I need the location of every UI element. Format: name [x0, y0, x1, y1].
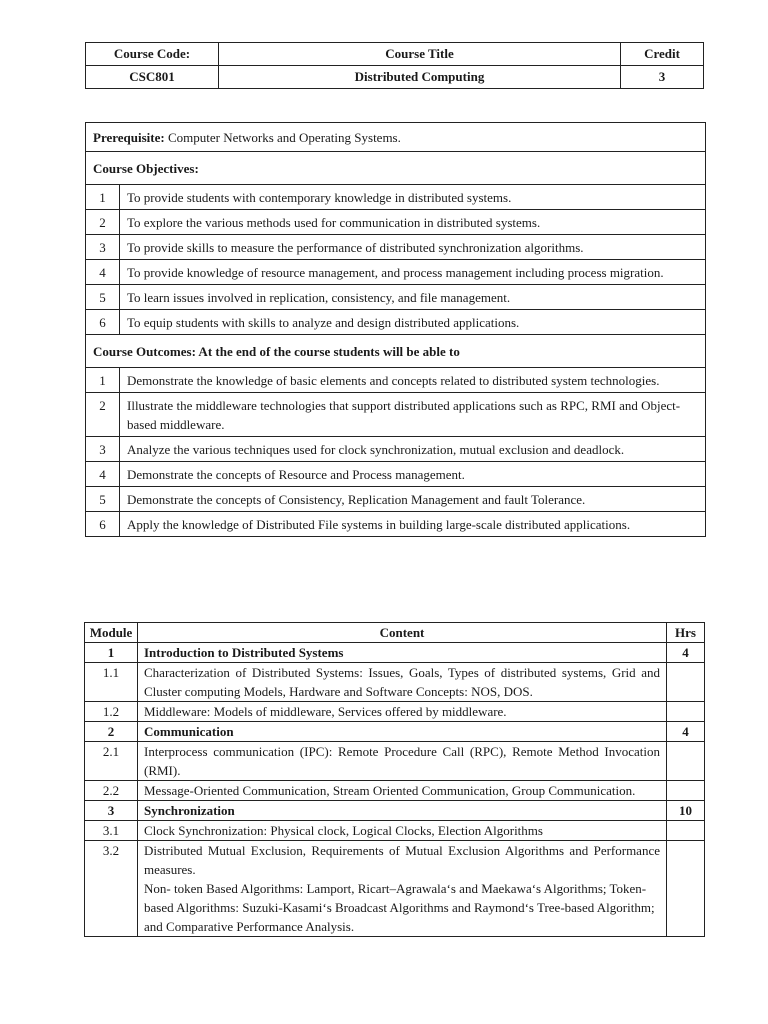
module-column-header: Module [85, 623, 138, 643]
outcome-item-text: Illustrate the middleware technologies that support distributed applications such as RPC, RMI and Object-based middleware. [120, 393, 706, 437]
objective-item-number: 5 [86, 285, 120, 310]
module-content [138, 781, 667, 801]
module-content-text: Message-Oriented Communication, Stream Oriented Communication, Group Communication. [144, 783, 636, 798]
outcome-item [86, 512, 706, 537]
objective-item [86, 310, 706, 335]
objective-item [86, 260, 706, 285]
outcome-item [86, 368, 706, 393]
module-content-text: Communication [144, 724, 234, 739]
module-hours: 10 [667, 801, 705, 821]
objective-item [86, 235, 706, 260]
module-content-text: Middleware: Models of middleware, Services offered by middleware. [144, 704, 507, 719]
module-content [138, 742, 667, 781]
module-topic-row [85, 742, 705, 781]
outcome-item [86, 437, 706, 462]
content-column-header: Content [138, 623, 667, 643]
module-topic-row [85, 821, 705, 841]
prerequisite-cell [86, 123, 706, 152]
objective-item [86, 185, 706, 210]
module-content-text: Distributed Mutual Exclusion, Requirements of Mutual Exclusion Algorithms and Performance measures. [144, 843, 660, 877]
module-content [138, 663, 667, 702]
module-number: 1.2 [85, 702, 138, 722]
module-topic-row [85, 841, 705, 937]
module-content [138, 821, 667, 841]
prerequisite-label: Prerequisite: [93, 130, 165, 145]
outcome-item-number: 2 [86, 393, 120, 437]
module-number: 3 [85, 801, 138, 821]
module-content-text-continued: Non- token Based Algorithms: Lamport, Ricart–Agrawala‘s and Maekawa‘s Algorithms; Token-based Algorithms: Suzuki-Kasami‘s Broadcast Algorithms and Raymond‘s Tree-based Algorithm; and Comparative Performance Analysis. [144, 881, 655, 934]
objective-item-text: To learn issues involved in replication, consistency, and file management. [120, 285, 706, 310]
module-number: 2 [85, 722, 138, 742]
module-header-row [85, 623, 705, 643]
course-header-row [86, 43, 704, 66]
module-content-text: Interprocess communication (IPC): Remote Procedure Call (RPC), Remote Method Invocation (RMI). [144, 744, 660, 778]
module-hours [667, 663, 705, 702]
module-content [138, 801, 667, 821]
outcome-item-text: Demonstrate the knowledge of basic elements and concepts related to distributed system technologies. [120, 368, 706, 393]
outcome-item-text: Demonstrate the concepts of Resource and Process management. [120, 462, 706, 487]
module-rows [85, 643, 705, 937]
module-content-text: Synchronization [144, 803, 235, 818]
course-header-table [85, 42, 704, 89]
module-content-text: Characterization of Distributed Systems: Issues, Goals, Types of distributed systems, Grid and Cluster computing Models, Hardware and Software Concepts: NOS, DOS. [144, 665, 660, 699]
outcome-item-text: Analyze the various techniques used for clock synchronization, mutual exclusion and deadlock. [120, 437, 706, 462]
outcome-item-text: Apply the knowledge of Distributed File systems in building large-scale distributed applications. [120, 512, 706, 537]
objectives-heading-row [86, 152, 706, 185]
outcomes-heading: Course Outcomes: At the end of the course students will be able to [86, 335, 706, 368]
objective-item-text: To equip students with skills to analyze and design distributed applications. [120, 310, 706, 335]
module-content [138, 722, 667, 742]
outcomes-list [86, 368, 706, 537]
course-value-row [86, 66, 704, 89]
module-content [138, 643, 667, 663]
objective-item-number: 1 [86, 185, 120, 210]
credit-value: 3 [621, 66, 704, 89]
module-number: 1.1 [85, 663, 138, 702]
course-code-value: CSC801 [86, 66, 219, 89]
outcome-item-text: Demonstrate the concepts of Consistency, Replication Management and fault Tolerance. [120, 487, 706, 512]
prerequisite-row [86, 123, 706, 152]
objectives-outcomes-table [85, 122, 706, 537]
hrs-column-header: Hrs [667, 623, 705, 643]
module-hours [667, 781, 705, 801]
module-hours [667, 841, 705, 937]
objective-item-text: To provide knowledge of resource management, and process management including process migration. [120, 260, 706, 285]
module-content-table [84, 622, 705, 937]
objective-item-text: To provide students with contemporary knowledge in distributed systems. [120, 185, 706, 210]
credit-header: Credit [621, 43, 704, 66]
objectives-heading: Course Objectives: [86, 152, 706, 185]
module-number: 3.2 [85, 841, 138, 937]
module-number: 3.1 [85, 821, 138, 841]
module-section-row [85, 801, 705, 821]
outcome-item [86, 393, 706, 437]
module-content-text: Clock Synchronization: Physical clock, Logical Clocks, Election Algorithms [144, 823, 543, 838]
outcome-item-number: 5 [86, 487, 120, 512]
outcomes-heading-row [86, 335, 706, 368]
objectives-list [86, 185, 706, 335]
module-section-row [85, 643, 705, 663]
outcome-item-number: 6 [86, 512, 120, 537]
module-content [138, 841, 667, 937]
objective-item [86, 210, 706, 235]
outcome-item [86, 487, 706, 512]
module-number: 1 [85, 643, 138, 663]
module-number: 2.2 [85, 781, 138, 801]
module-number: 2.1 [85, 742, 138, 781]
module-content-text: Introduction to Distributed Systems [144, 645, 344, 660]
module-section-row [85, 722, 705, 742]
objective-item-number: 4 [86, 260, 120, 285]
module-hours: 4 [667, 722, 705, 742]
course-title-header: Course Title [219, 43, 621, 66]
course-title-value: Distributed Computing [219, 66, 621, 89]
module-hours [667, 821, 705, 841]
objective-item-number: 6 [86, 310, 120, 335]
objective-item [86, 285, 706, 310]
outcome-item-number: 1 [86, 368, 120, 393]
outcome-item-number: 4 [86, 462, 120, 487]
prerequisite-text: Computer Networks and Operating Systems. [164, 130, 401, 145]
objective-item-text: To provide skills to measure the performance of distributed synchronization algorithms. [120, 235, 706, 260]
module-topic-row [85, 781, 705, 801]
outcome-item [86, 462, 706, 487]
objective-item-text: To explore the various methods used for communication in distributed systems. [120, 210, 706, 235]
module-topic-row [85, 702, 705, 722]
module-content [138, 702, 667, 722]
outcome-item-number: 3 [86, 437, 120, 462]
module-topic-row [85, 663, 705, 702]
module-hours [667, 702, 705, 722]
course-code-header: Course Code: [86, 43, 219, 66]
objective-item-number: 3 [86, 235, 120, 260]
module-hours: 4 [667, 643, 705, 663]
objective-item-number: 2 [86, 210, 120, 235]
module-hours [667, 742, 705, 781]
